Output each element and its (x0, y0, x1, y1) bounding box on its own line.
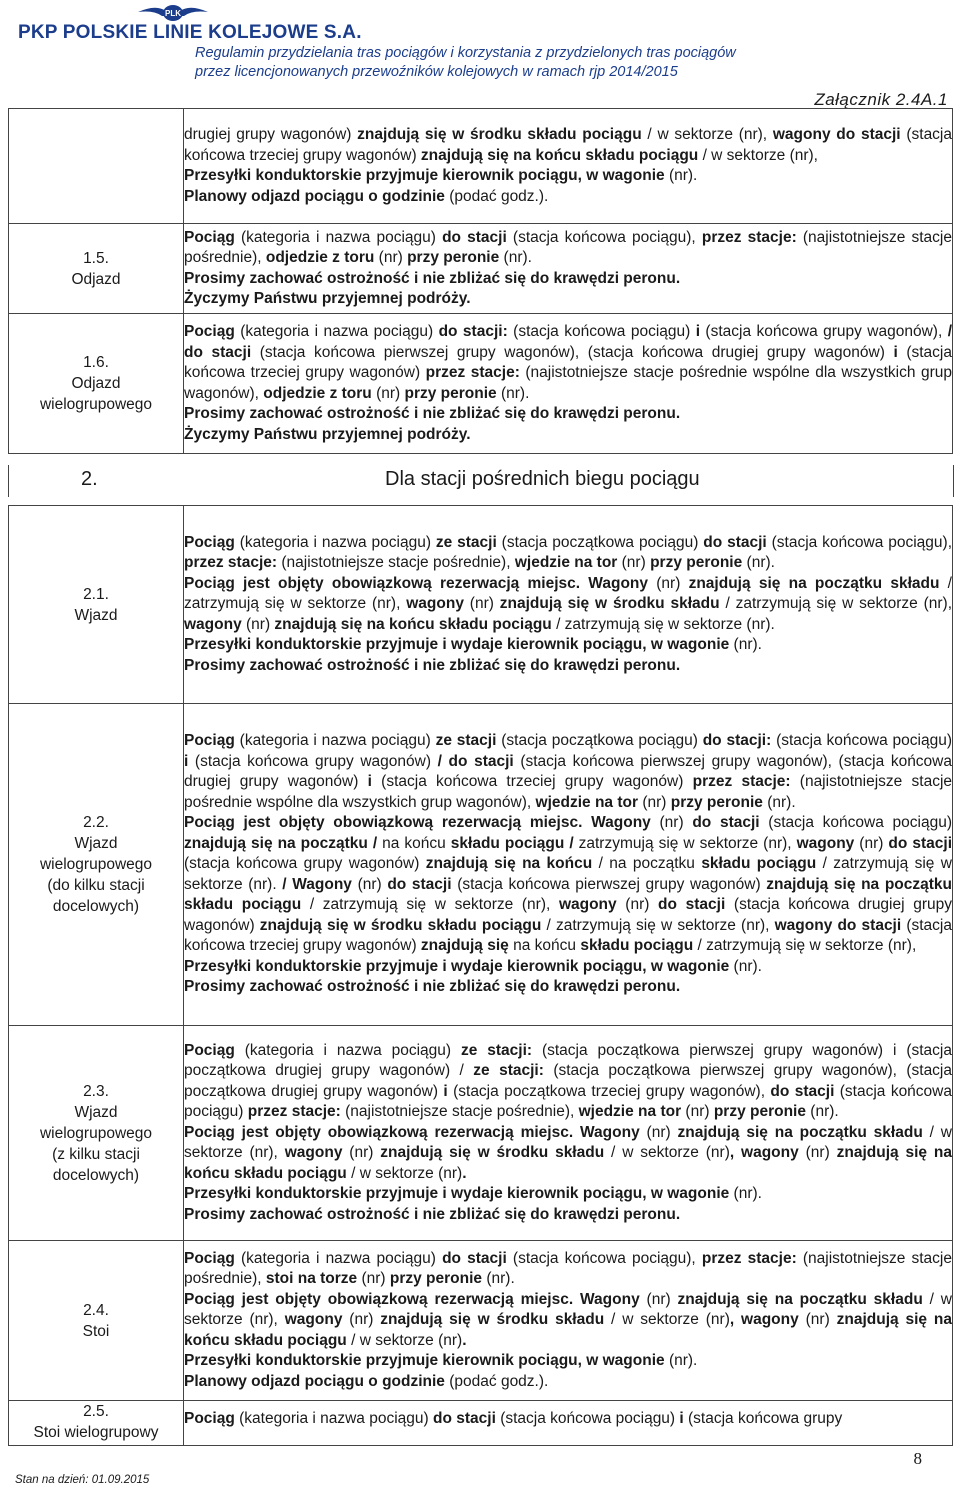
subtitle-line-1: Regulamin przydzielania tras pociągów i korzystania z przydzielonych tras pociągów (195, 45, 736, 61)
row-label (9, 314, 184, 454)
text-line: Pociąg (kategoria i nazwa pociągu) ze stacji: (stacja początkowa pierwszej grupy wagonów) i (stacja początkowa drugiej grupy wagonów) / ze stacji: (stacja początkowa pierwszej grupy wagonów), (stacja początkowa drugiej grupy wagonów) i (stacja początkowa trzeciej grupy wagonów), do stacji (stacja końcowa pociągu) przez stacje: (najistotniejsze stacje pośrednie), wjedzie na tor (nr) przy peronie (nr). (184, 1041, 953, 1121)
label-text: (do kilku stacji (47, 877, 145, 894)
text-line: Pociąg (kategoria i nazwa pociągu) ze stacji (stacja początkowa pociągu) do stacji (stacja końcowa pociągu), przez stacje: (najistotniejsze stacje pośrednie), wjedzie na tor (nr) przy peronie (nr). (184, 533, 952, 572)
text-line: drugiej grupy wagonów) znajdują się w środku składu pociągu / w sektorze (nr), wagony do stacji (stacja końcowa trzeciej grupy wagonów) znajdują się na końcu składu pociągu / w sektorze (nr), (184, 126, 952, 164)
table-row (9, 1241, 953, 1401)
text-line: Przesyłki konduktorskie przyjmuje i wydaje kierownik pociągu, w wagonie (nr). (184, 1185, 762, 1203)
text-line: Pociąg jest objęty obowiązkową rezerwacją miejsc. Wagony (nr) znajdują się na początku składu / zatrzymują się w sektorze (nr), wagony (nr) znajdują się w środku składu / zatrzymują się w sektorze (nr), wagony (nr) znajdują się na końcu składu pociągu / zatrzymują się w sektorze (nr). (184, 574, 953, 633)
label-text: Wjazd (74, 835, 118, 852)
label-text: (z kilku stacji (52, 1145, 140, 1163)
announcement-text (184, 314, 953, 454)
label-text: wielogrupowego (39, 856, 153, 873)
label-text: docelowych) (52, 898, 140, 915)
text-line: Pociąg jest objęty obowiązkową rezerwacją miejsc. Wagony (nr) do stacji (stacja końcowa pociągu) znajdują się na początku / na końcu składu pociągu / zatrzymują się w sektorze (nr), wagony (nr) do stacji (stacja końcowa grupy wagonów) znajdują się na końcu / na początku składu pociągu / zatrzymują się w sektorze (nr). / Wagony (nr) do stacji (stacja końcowa pierwszej grupy wagonów) znajdują się na początku składu pociągu / zatrzymują się w sektorze (nr), wagony (nr) do stacji (stacja końcowa drugiej grupy wagonów) znajdują się w środku składu pociągu / zatrzymują się w sektorze (nr), wagony do stacji (stacja końcowa trzeciej grupy wagonów) znajdują się na końcu składu pociągu / zatrzymują się w sektorze (nr), (184, 814, 952, 955)
text-line: Przesyłki konduktorskie przyjmuje kierownik pociągu, w wagonie (nr). (184, 1352, 698, 1370)
text-line: Planowy odjazd pociągu o godzinie (podać godz.). (184, 1372, 549, 1390)
table-row (9, 109, 953, 224)
text-line: Prosimy zachować ostrożność i nie zbliżać się do krawędzi peronu. (184, 269, 681, 287)
table-row (9, 1026, 953, 1241)
announcement-text (184, 224, 953, 314)
text-line: Prosimy zachować ostrożność i nie zbliżać się do krawędzi peronu. (184, 405, 681, 422)
row-label (9, 1241, 184, 1401)
label-number: 2.5. (83, 1403, 109, 1420)
text-line: Planowy odjazd pociągu o godzinie (podać godz.). (184, 187, 549, 205)
section-title: Dla stacji pośrednich biegu pociągu (385, 468, 700, 490)
text-line: Pociąg (kategoria i nazwa pociągu) do stacji (stacja końcowa pociągu) i (stacja końcowa grupy (184, 1410, 843, 1427)
label-text: wielogrupowego (39, 1124, 153, 1142)
logo-text: PKP POLSKIE LINIE KOLEJOWE S.A. (18, 22, 362, 43)
text-line: Prosimy zachować ostrożność i nie zbliżać się do krawędzi peronu. (184, 978, 681, 996)
text-line: Życzymy Państwu przyjemnej podróży. (184, 425, 471, 443)
announcement-text (184, 704, 953, 1026)
table-row (9, 314, 953, 454)
section-number: 2. (81, 468, 98, 490)
annex-label: Załącznik 2.4A.1 (814, 90, 948, 109)
announcement-text (184, 506, 953, 704)
text-line: Przesyłki konduktorskie przyjmuje i wydaje kierownik pociągu, w wagonie (nr). (184, 957, 762, 975)
label-number: 2.1. (83, 585, 109, 603)
plk-emblem-icon (136, 2, 210, 24)
text-line: Prosimy zachować ostrożność i nie zbliżać się do krawędzi peronu. (184, 656, 681, 674)
subtitle-line-2: przez licencjonowanych przewoźników kolejowych w ramach rjp 2014/2015 (195, 64, 678, 80)
row-label (9, 704, 184, 1026)
text-line: Przesyłki konduktorskie przyjmuje i wydaje kierownik pociągu, w wagonie (nr). (184, 636, 762, 654)
table-row (9, 704, 953, 1026)
label-text: Wjazd (74, 1103, 118, 1121)
row-label (9, 224, 184, 314)
label-text: Stoi wielogrupowy (33, 1424, 159, 1441)
label-text: docelowych) (52, 1166, 140, 1184)
text-line: Pociąg jest objęty obowiązkową rezerwacją miejsc. Wagony (nr) znajdują się na początku składu / w sektorze (nr), wagony (nr) znajdują się w środku składu / w sektorze (nr), wagony (nr) znajdują się na końcu składu pociągu / w sektorze (nr). (184, 1290, 952, 1349)
text-line: Przesyłki konduktorskie przyjmuje kierownik pociągu, w wagonie (nr). (184, 167, 698, 184)
announcement-text (184, 1026, 953, 1241)
label-number: 2.4. (83, 1301, 109, 1319)
label-number: 1.5. (83, 249, 109, 267)
announcement-table-1 (8, 108, 953, 454)
text-line: Pociąg (kategoria i nazwa pociągu) ze stacji (stacja początkowa pociągu) do stacji: (stacja końcowa pociągu) i (stacja końcowa grupy wagonów) / do stacji (stacja końcowa pierwszej grupy wagonów), (stacja końcowa drugiej grupy wagonów) i (stacja końcowa trzeciej grupy wagonów) przez stacje: (najistotniejsze stacje pośrednie wspólne dla wszystkich grup wagonów), wjedzie na tor (nr) przy peronie (nr). (184, 732, 953, 811)
text-line: Prosimy zachować ostrożność i nie zbliżać się do krawędzi peronu. (184, 1205, 681, 1223)
text-line: Pociąg (kategoria i nazwa pociągu) do stacji: (stacja końcowa pociągu) i (stacja końcowa grupy wagonów), / do stacji (stacja końcowa pierwszej grupy wagonów), (stacja końcowa drugiej grupy wagonów) i (stacja końcowa trzeciej grupy wagonów) przez stacje: (najistotniejsze stacje pośrednie wspólne dla wszystkich grup wagonów), odjedzie z toru (nr) przy peronie (nr). (184, 323, 952, 402)
label-text: wielogrupowego (39, 396, 153, 413)
row-label (9, 1026, 184, 1241)
footer-date: Stan na dzień: 01.09.2015 (15, 1474, 150, 1486)
table-row (9, 1401, 953, 1446)
table-row (9, 224, 953, 314)
announcement-table-2 (8, 505, 953, 1446)
label-text: Stoi (82, 1322, 110, 1340)
logo (18, 2, 378, 46)
emblem-text: PLK (165, 9, 181, 18)
announcement-text (184, 1401, 953, 1446)
document-subtitle (195, 44, 736, 82)
label-number: 2.2. (83, 814, 109, 831)
label-text: Odjazd (71, 375, 121, 392)
table-row (9, 506, 953, 704)
row-label (9, 1401, 184, 1446)
text-line: Pociąg (kategoria i nazwa pociągu) do stacji (stacja końcowa pociągu), przez stacje: (najistotniejsze stacje pośrednie), odjedzie z toru (nr) przy peronie (nr). (184, 228, 952, 266)
label-number: 1.6. (83, 354, 109, 371)
label-number: 2.3. (83, 1082, 109, 1100)
announcement-text (184, 109, 953, 224)
section-heading (8, 465, 954, 497)
announcement-text (184, 1241, 953, 1401)
row-label (9, 506, 184, 704)
label-text: Wjazd (74, 606, 118, 624)
text-line: Pociąg (kategoria i nazwa pociągu) do stacji (stacja końcowa pociągu), przez stacje: (najistotniejsze stacje pośrednie), stoi na torze (nr) przy peronie (nr). (184, 1249, 952, 1288)
text-line: Pociąg jest objęty obowiązkową rezerwacją miejsc. Wagony (nr) znajdują się na początku składu / w sektorze (nr), wagony (nr) znajdują się w środku składu / w sektorze (nr), wagony (nr) znajdują się na końcu składu pociągu / w sektorze (nr). (184, 1123, 952, 1182)
text-line: Życzymy Państwu przyjemnej podróży. (184, 290, 471, 307)
page-number: 8 (913, 1449, 922, 1468)
row-label-empty (9, 109, 184, 224)
label-text: Odjazd (71, 270, 121, 288)
